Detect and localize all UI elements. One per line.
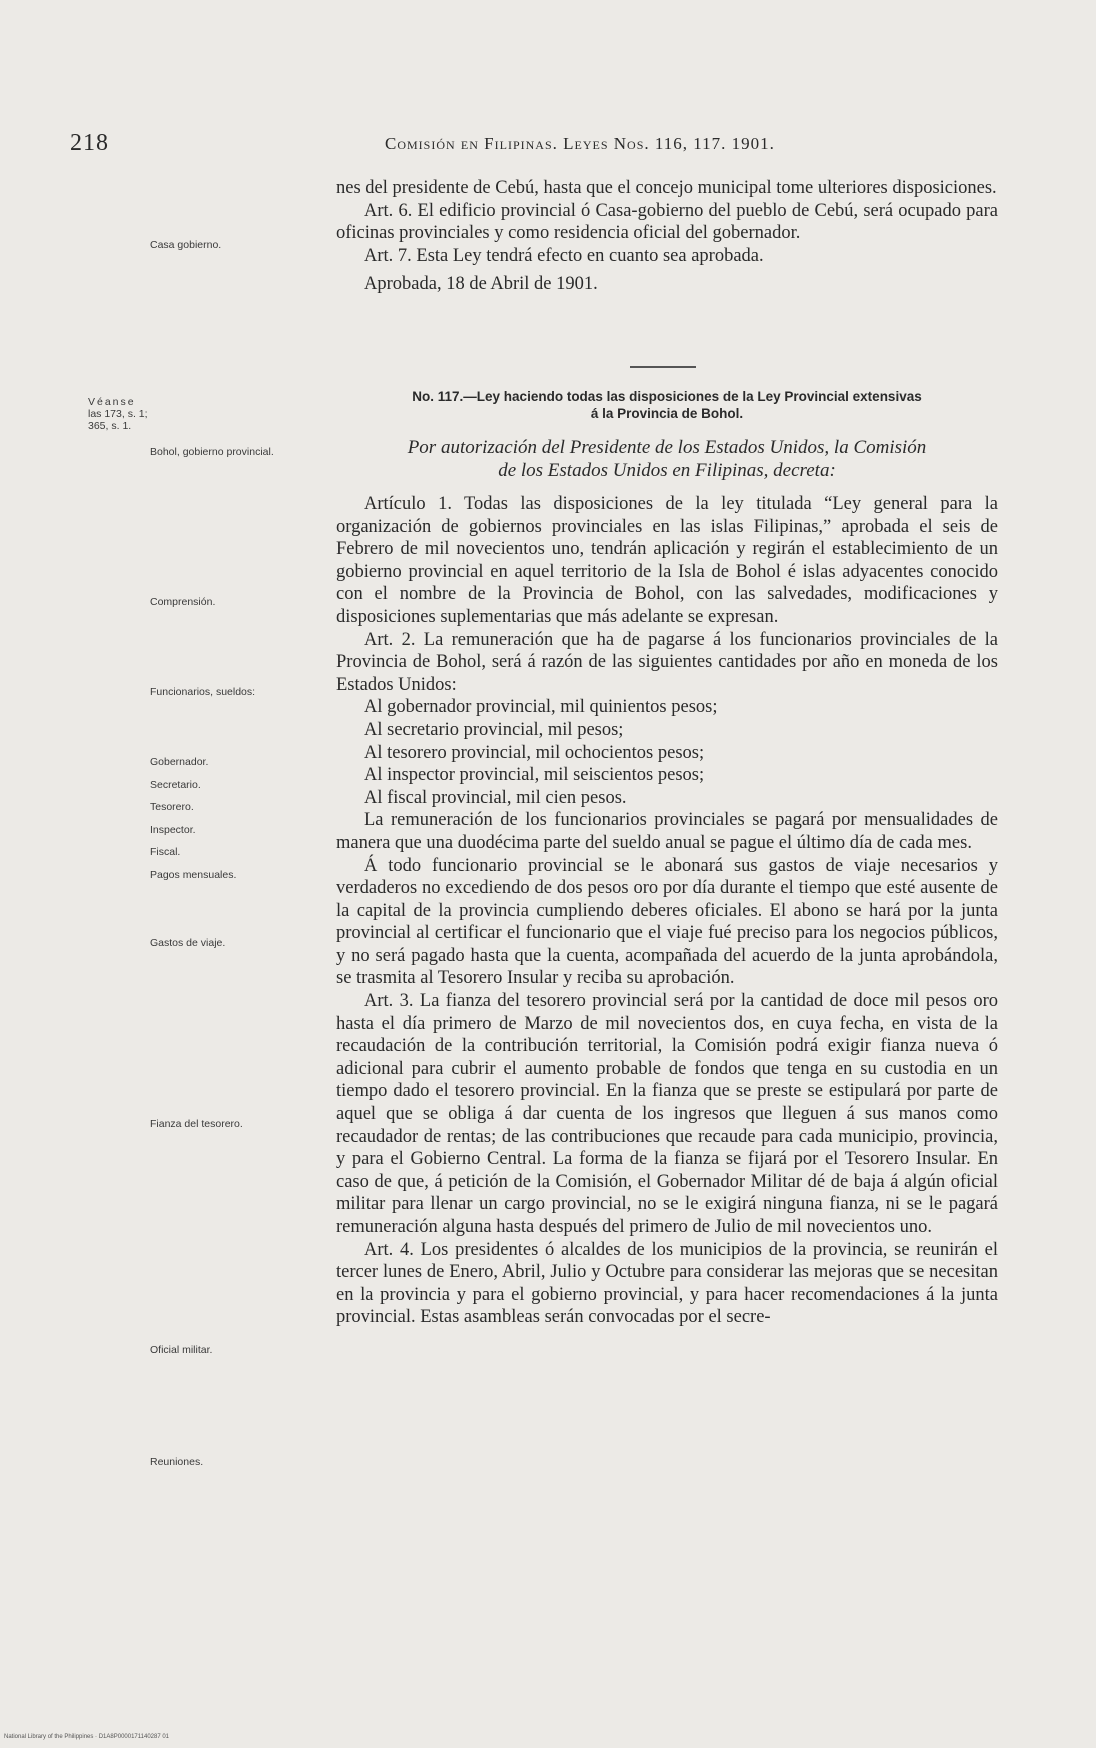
crossref-line-3: 365, s. 1. [88,420,132,432]
paragraph-art4: Art. 4. Los presidentes ó alcaldes de los municipios de la provincia, se reunirán el tercer lunes de Enero, Abril, Julio y Octubre para considerar las mejoras que se necesitan en la provincia y para el gobierno provincial, y para hacer recomendaciones á la junta provincial. Estas asambleas serán convocadas por el secre- [336,1239,998,1328]
paragraph-gastos: Á todo funcionario provincial se le abonará sus gastos de viaje necesarios y verdaderos no excediendo de dos pesos oro por día durante el tiempo que esté ausente de la capital de la provincia cumpliendo deberes oficiales. El abono se hará por la junta provincial al certificar el funcionario que el viaje fué preciso para los negocios públicos, y no será pagado hasta que la cuenta, acompañada del acuerdo de la junta aprobándola, se trasmita al Tesorero Insular y reciba su aprobación. [336,855,998,989]
paragraph-pagos: La remuneración de los funcionarios provinciales se pagará por mensualidades de manera que una duodécima parte del sueldo anual se pague el último día de cada mes. [336,810,998,853]
running-head: Comisión en Filipinas. Leyes Nos. 116, 117. 1901. [385,134,775,153]
enacting-line-2: de los Estados Unidos en Filipinas, decreta: [498,460,836,481]
margin-note-fiscal: Fiscal. [150,846,181,858]
margin-note-funcionarios: Funcionarios, sueldos: [150,686,256,698]
salary-tesorero: Al tesorero provincial, mil ochocientos pesos; [364,742,705,763]
cross-reference [88,396,168,432]
paragraph-art7: Art. 7. Esta Ley tendrá efecto en cuanto sea aprobada. [364,245,764,266]
salary-secretario: Al secretario provincial, mil pesos; [364,719,624,740]
margin-note-gastos: Gastos de viaje. [150,937,226,949]
text-block-law-117 [336,493,998,1329]
crossref-line-2: las 173, s. 1; [88,408,148,420]
text-block-continuation [336,177,998,296]
margin-note-bohol: Bohol, gobierno provincial. [150,446,274,458]
law-title-line-1: No. 117.—Ley haciendo todas las disposiciones de la Ley Provincial extensivas [412,389,922,404]
paragraph-art1: Artículo 1. Todas las disposiciones de la ley titulada “Ley general para la organización de gobiernos provinciales en las islas Filipinas,” aprobada el seis de Febrero de mil novecientos uno, tendrán aplicación y regirán el establecimiento de un gobierno provincial en aquel territorio de la Isla de Bohol é islas adyacentes conocido con el nombre de la Provincia de Bohol, con las salvedades, modificaciones y disposiciones suplementarias que más adelante se expresan. [336,494,998,627]
scan-footer: National Library of the Philippines · D1A8P0000171140287 01 [4,1734,170,1740]
salary-fiscal: Al fiscal provincial, mil cien pesos. [364,787,627,808]
margin-note-gobernador: Gobernador. [150,756,209,768]
salary-inspector: Al inspector provincial, mil seiscientos pesos; [364,765,705,786]
section-divider [630,366,696,368]
enacting-clause [336,436,998,482]
law-title [336,388,998,422]
paragraph-continuation: nes del presidente de Cebú, hasta que el concejo municipal tome ulteriores disposiciones. [336,178,997,198]
enacting-line-1: Por autorización del Presidente de los Estados Unidos, la Comisión [407,437,927,458]
margin-note-reuniones: Reuniones. [150,1456,204,1468]
page-number: 218 [70,130,109,156]
page-header [70,130,950,162]
margin-note-tesorero: Tesorero. [150,801,194,813]
paragraph-art3: Art. 3. La fianza del tesorero provincial será por la cantidad de doce mil pesos oro hasta el día primero de Marzo de mil novecientos dos, en cuya fecha, en vista de la recaudación de la contribución territorial, la Comisión podrá exigir fianza nueva ó adicional para cubrir el aumento probable de fondos que tenga en su custodia en un tiempo dado el tesorero provincial. En la fianza que se preste se estipulará por parte de aquel que se obliga á dar cuenta de los ingresos que lleguen á sus manos como recaudador de rentas; de las contribuciones que recaude para cada municipio, provincia, y para el Gobierno Central. La forma de la fianza se fijará por el Tesorero Insular. En caso de que, á petición de la Comisión, el Gobernador Militar dé de baja á algún oficial militar para llenar un cargo provincial, no se le exigirá ninguna fianza, ni se le pagará remuneración alguna hasta después del primero de Julio de mil novecientos uno. [336,991,998,1237]
crossref-line-1: Véanse [88,396,136,408]
paragraph-art2: Art. 2. La remuneración que ha de pagarse á los funcionarios provinciales de la Provincia de Bohol, será á razón de las siguientes cantidades por año en moneda de los Estados Unidos: [336,629,998,695]
law-title-line-2: á la Provincia de Bohol. [590,406,744,421]
paragraph-art6: Art. 6. El edificio provincial ó Casa-gobierno del pueblo de Cebú, será ocupado para oficinas provinciales y como residencia oficial del gobernador. [336,200,998,244]
margin-note-fianza: Fianza del tesorero. [150,1118,243,1130]
approval-date: Aprobada, 18 de Abril de 1901. [364,274,598,295]
margin-note-oficial: Oficial militar. [150,1344,213,1356]
margin-note-secretario: Secretario. [150,779,201,791]
margin-note-casa-gobierno: Casa gobierno. [150,239,222,251]
margin-note-inspector: Inspector. [150,824,196,836]
margin-note-comprension: Comprensión. [150,596,216,608]
margin-note-pagos: Pagos mensuales. [150,869,237,881]
salary-gobernador: Al gobernador provincial, mil quinientos pesos; [364,697,718,718]
